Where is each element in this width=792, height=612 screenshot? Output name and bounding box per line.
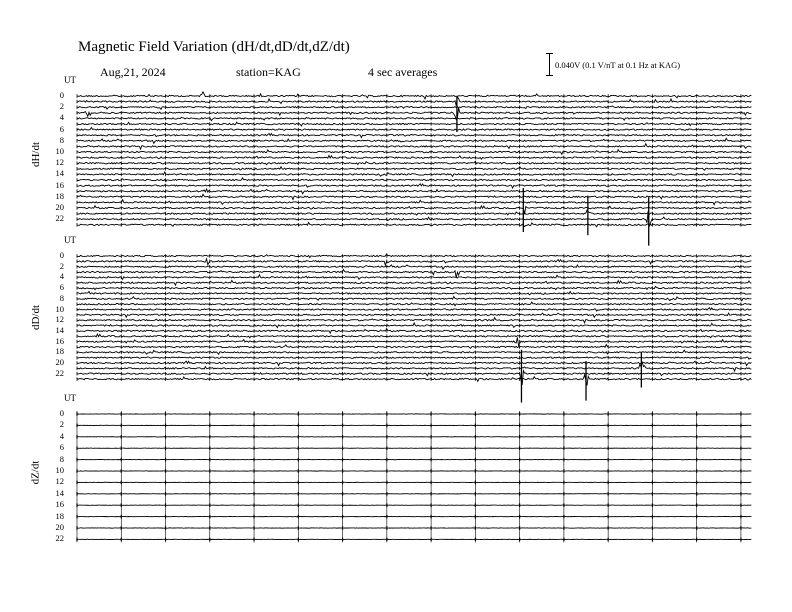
trace-9 bbox=[77, 144, 751, 149]
panel-ylabel: dZ/dt bbox=[29, 460, 42, 485]
panel-dH-dt bbox=[77, 92, 751, 246]
hour-tick-label: 18 bbox=[55, 346, 64, 357]
panel-dD-dt bbox=[77, 254, 751, 403]
trace-8 bbox=[77, 296, 751, 300]
ut-label: UT bbox=[64, 235, 76, 245]
trace-11 bbox=[77, 313, 751, 317]
date-label: Aug,21, 2024 bbox=[100, 65, 166, 79]
hour-tick-label: 0 bbox=[59, 408, 64, 418]
trace-15 bbox=[77, 178, 751, 182]
scale-label: 0.040V (0.1 V/nT at 0.1 Hz at KAG) bbox=[555, 60, 681, 70]
trace-2 bbox=[77, 265, 751, 269]
panel-ylabel: dD/dt bbox=[30, 304, 43, 331]
trace-5 bbox=[77, 280, 751, 285]
panel-dZ-dt bbox=[77, 412, 751, 541]
hour-tick-label: 12 bbox=[55, 157, 64, 168]
trace-18 bbox=[77, 194, 751, 199]
hour-tick-label: 8 bbox=[59, 292, 64, 303]
trace-10 bbox=[77, 150, 751, 155]
trace-12 bbox=[77, 161, 751, 164]
trace-5 bbox=[77, 122, 751, 126]
ut-label: UT bbox=[64, 393, 76, 403]
trace-17 bbox=[77, 189, 751, 194]
hour-tick-label: 12 bbox=[55, 314, 64, 325]
hour-tick-label: 14 bbox=[55, 487, 64, 498]
trace-0 bbox=[77, 254, 751, 258]
hour-tick-label: 0 bbox=[59, 90, 64, 100]
trace-1 bbox=[77, 259, 751, 265]
hour-tick-label: 10 bbox=[55, 465, 64, 475]
hour-tick-label: 22 bbox=[55, 367, 64, 378]
chart-title: Magnetic Field Variation (dH/dt,dD/dt,dZ/dt) bbox=[78, 39, 350, 55]
trace-4 bbox=[77, 275, 751, 280]
hour-tick-label: 6 bbox=[59, 282, 64, 293]
hour-tick-label: 16 bbox=[55, 499, 64, 510]
trace-7 bbox=[77, 133, 751, 137]
hour-tick-label: 6 bbox=[59, 123, 64, 134]
hour-tick-label: 2 bbox=[59, 419, 64, 430]
station-label: station=KAG bbox=[236, 65, 301, 79]
trace-21 bbox=[77, 210, 751, 215]
hour-tick-label: 16 bbox=[55, 179, 64, 190]
trace-20 bbox=[77, 361, 751, 365]
hour-tick-label: 14 bbox=[55, 168, 64, 179]
trace-16 bbox=[77, 184, 751, 188]
hour-tick-label: 4 bbox=[59, 112, 64, 123]
hour-tick-label: 4 bbox=[59, 430, 64, 441]
trace-7 bbox=[77, 291, 751, 294]
ut-label: UT bbox=[64, 75, 76, 85]
trace-22 bbox=[77, 371, 751, 385]
trace-3 bbox=[77, 108, 751, 120]
panel-ylabel: dH/dt bbox=[30, 141, 43, 168]
trace-2 bbox=[77, 106, 751, 109]
hour-tick-label: 12 bbox=[55, 476, 64, 487]
hour-tick-label: 4 bbox=[59, 271, 64, 282]
hour-tick-label: 10 bbox=[55, 303, 64, 314]
trace-18 bbox=[77, 350, 751, 354]
hour-tick-label: 0 bbox=[59, 250, 64, 260]
trace-4 bbox=[77, 117, 751, 120]
averaging-label: 4 sec averages bbox=[368, 65, 438, 79]
trace-10 bbox=[77, 308, 751, 311]
trace-11 bbox=[77, 155, 751, 159]
trace-13 bbox=[77, 167, 751, 170]
trace-16 bbox=[77, 337, 751, 345]
trace-9 bbox=[77, 302, 751, 306]
trace-6 bbox=[77, 127, 751, 130]
trace-0 bbox=[77, 92, 751, 99]
hour-tick-label: 18 bbox=[55, 510, 64, 521]
hour-tick-label: 8 bbox=[59, 134, 64, 145]
trace-14 bbox=[77, 329, 751, 334]
trace-19 bbox=[77, 357, 751, 359]
trace-17 bbox=[77, 345, 751, 349]
trace-6 bbox=[77, 287, 751, 290]
hour-tick-label: 16 bbox=[55, 335, 64, 346]
hour-tick-label: 20 bbox=[55, 357, 64, 367]
hour-tick-label: 2 bbox=[59, 260, 64, 271]
hour-tick-label: 14 bbox=[55, 324, 64, 335]
trace-19 bbox=[77, 200, 751, 205]
hour-tick-label: 22 bbox=[55, 533, 64, 544]
hour-tick-label: 20 bbox=[55, 202, 64, 212]
trace-1 bbox=[77, 97, 751, 106]
trace-14 bbox=[77, 172, 751, 176]
trace-23 bbox=[77, 375, 751, 386]
hour-tick-label: 18 bbox=[55, 190, 64, 201]
hour-tick-label: 6 bbox=[59, 442, 64, 453]
hour-tick-label: 10 bbox=[55, 146, 64, 156]
hour-tick-label: 20 bbox=[55, 522, 64, 532]
hour-tick-label: 8 bbox=[59, 453, 64, 464]
trace-8 bbox=[77, 138, 751, 143]
hour-tick-label: 2 bbox=[59, 101, 64, 112]
trace-15 bbox=[77, 334, 751, 338]
hour-tick-label: 22 bbox=[55, 213, 64, 224]
trace-13 bbox=[77, 323, 751, 328]
